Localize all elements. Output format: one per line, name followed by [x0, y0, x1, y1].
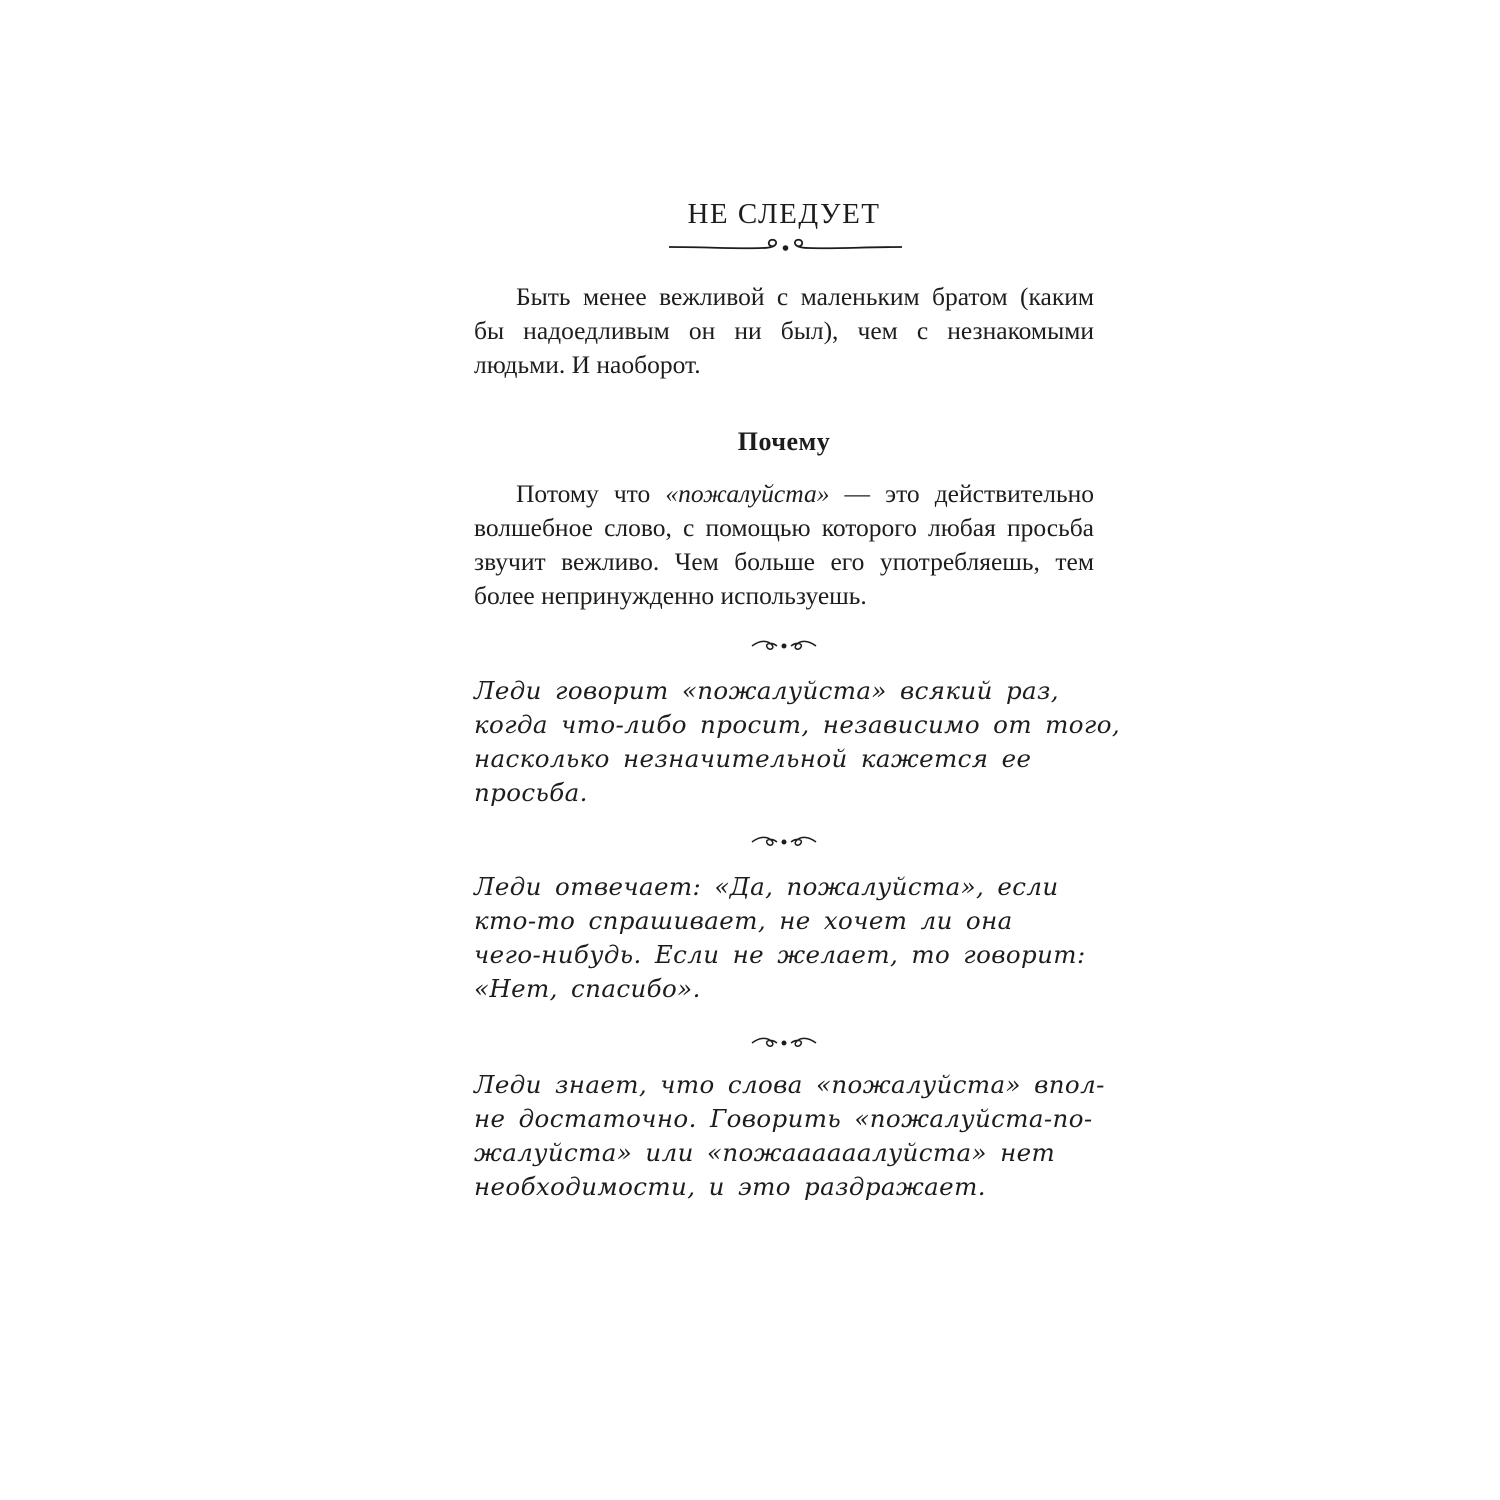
rule-line: просьба.: [474, 778, 588, 807]
rule-line: не достаточно. Говорить «пожалуйста-по-: [474, 1104, 1093, 1133]
why-paragraph-emphasis: «пожалуйста»: [665, 479, 830, 508]
rule-line: кто-то спрашивает, не хочет ли она: [474, 906, 1013, 935]
rule-line: необходимости, и это раздражает.: [474, 1172, 986, 1201]
rule-line: Леди знает, что слова «пожалуйста» впол-: [474, 1070, 1105, 1099]
why-paragraph-end: — это действительно волшебное слово, с помощью которого любая просьба звучит вежливо. Чем больше его употребляешь, тем более непринужденно используешь.: [474, 479, 1095, 610]
heading-flourish-ornament: [667, 234, 904, 256]
dont-paragraph-text: Быть менее вежливой с маленьким братом (каким бы надоедливым он ни был), чем с незнакомыми людьми. И наоборот.: [474, 282, 1094, 379]
rule-line: когда что-либо просит, независимо от того,: [474, 710, 1121, 739]
lady-rule-3: [474, 1068, 1105, 1204]
separator-ornament: [750, 1034, 818, 1050]
rule-line: чего-нибудь. Если не желает, то говорит:: [474, 940, 1086, 969]
why-heading: Почему: [737, 427, 831, 456]
why-paragraph-start: Потому что: [516, 479, 666, 508]
lady-rule-1: [474, 674, 1121, 810]
rule-line: Леди говорит «пожалуйста» всякий раз,: [474, 676, 1059, 705]
why-paragraph: [474, 477, 1094, 613]
separator-ornament: [750, 637, 818, 653]
rule-line: Леди отвечает: «Да, пожалуйста», если: [474, 872, 1059, 901]
lady-rule-2: [474, 870, 1094, 1006]
section-heading: НЕ СЛЕДУЕТ: [687, 198, 881, 230]
rule-line: жалуйста» или «пожаааааалуйста» нет: [474, 1138, 1056, 1167]
rule-line: «Нет, спасибо».: [474, 974, 701, 1003]
dont-paragraph: [474, 280, 1094, 382]
rule-line: насколько незначительной кажется ее: [474, 744, 1032, 773]
separator-ornament: [750, 833, 818, 849]
